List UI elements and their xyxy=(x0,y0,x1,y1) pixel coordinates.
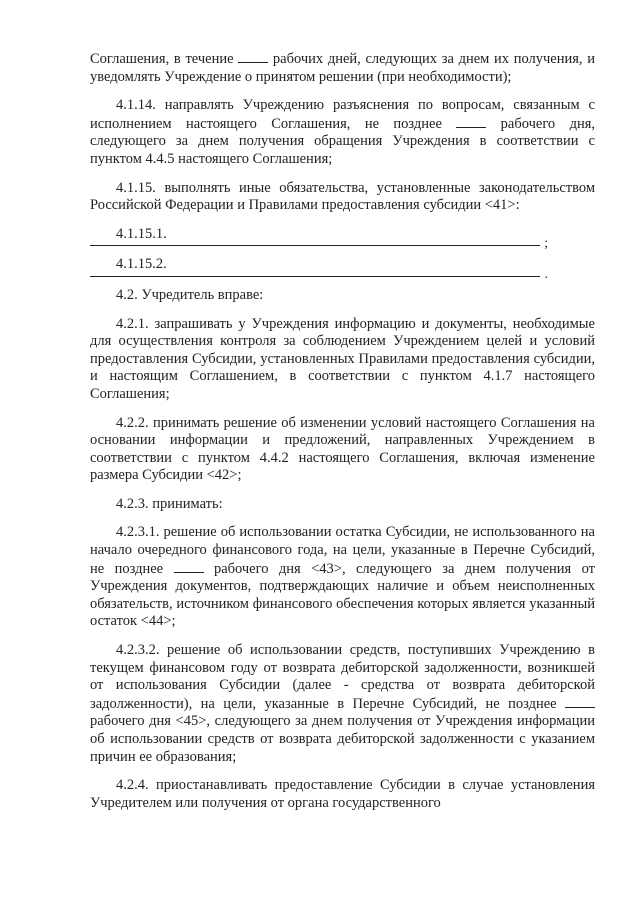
paragraph-text: 4.2. Учредитель вправе: xyxy=(116,286,264,303)
paragraph-text: рабочего дня <45>, следующего за днем получения от Учреждения информации об использовании средств от возврата дебиторской задолженности с указанием причин ее образования; xyxy=(90,713,595,765)
document-page xyxy=(90,50,595,823)
paragraph-continuation xyxy=(90,50,595,86)
paragraph-text: рабочих дней, следующих за днем их получения, и уведомлять Учреждение о принятом решении (при необходимости); xyxy=(90,51,596,85)
paragraph-text: 4.1.14. направлять Учреждению разъяснения по вопросам, связанным с исполнением настоящего Соглашения, не позднее xyxy=(90,97,595,132)
paragraph-text: рабочего дня, следующего за днем получения обращения Учреждения в соответствии с пунктом 4.4.5 настоящего Соглашения; xyxy=(90,115,595,167)
paragraph-4-2-3-1 xyxy=(90,524,595,631)
paragraph-4-1-14 xyxy=(90,97,595,168)
fill-line xyxy=(90,266,548,282)
paragraph-text: рабочего дня <43>, следующего за днем получения от Учреждения документов, подтверждающих наличие и объем неисполненных обязательств, источником финансового обеспечения которых является указанный остаток <44>; xyxy=(90,560,596,630)
blank-field xyxy=(456,115,486,128)
fill-line xyxy=(90,236,548,252)
paragraph-4-2 xyxy=(90,287,595,305)
line-end-mark: ; xyxy=(544,236,548,252)
paragraph-text: 4.2.2. принимать решение об изменении условий настоящего Соглашения на основании информации и предложений, направленных Учреждением в соответствии с пунктом 4.4.2 настоящего Соглашения, включая изменение размера Субсидии <42>; xyxy=(90,414,595,484)
item-number: 4.1.15.1. xyxy=(116,225,167,242)
paragraph-text: 4.2.3.2. решение об использовании средств, поступивших Учреждению в текущем финансовом году от возврата дебиторской задолженности, возникшей от использования Субсидии (далее - средства от возврата дебиторской задолженности), на цели, указанные в Перечне Субсидий, не позднее xyxy=(90,642,595,712)
paragraph-text: Соглашения, в течение xyxy=(90,51,234,67)
blank-field xyxy=(174,560,204,573)
item-4-1-15-1 xyxy=(90,226,595,244)
paragraph-text: 4.2.3.1. решение об использовании остатка Субсидии, не использованного на начало очередного финансового года, на цели, указанные в Перечне Субсидий, не позднее xyxy=(90,524,595,577)
paragraph-4-2-3 xyxy=(90,496,595,514)
paragraph-text: 4.2.1. запрашивать у Учреждения информацию и документы, необходимые для осуществления контроля за соблюдением Учреждением целей и условий предоставления Субсидии, установленных Правилами предоставления субсидии, и настоящим Соглашением, в соответствии с пунктом 4.1.7 настоящего Соглашения; xyxy=(90,315,595,402)
blank-field xyxy=(565,695,595,708)
paragraph-4-1-15 xyxy=(90,180,595,215)
paragraph-text: 4.1.15. выполнять иные обязательства, установленные законодательством Российской Федерации и Правилами предоставления субсидии <41>: xyxy=(90,179,595,214)
line-end-mark: . xyxy=(544,266,548,282)
paragraph-4-2-3-2 xyxy=(90,642,595,766)
paragraph-4-2-2 xyxy=(90,415,595,485)
paragraph-4-2-4 xyxy=(90,777,595,812)
paragraph-text: 4.2.3. принимать: xyxy=(116,495,223,512)
paragraph-4-2-1 xyxy=(90,316,595,404)
item-4-1-15-2 xyxy=(90,256,595,274)
item-number: 4.1.15.2. xyxy=(116,256,167,273)
blank-field xyxy=(238,50,268,63)
paragraph-text: 4.2.4. приостанавливать предоставление Субсидии в случае установления Учредителем или получения от органа государственного xyxy=(90,777,595,811)
